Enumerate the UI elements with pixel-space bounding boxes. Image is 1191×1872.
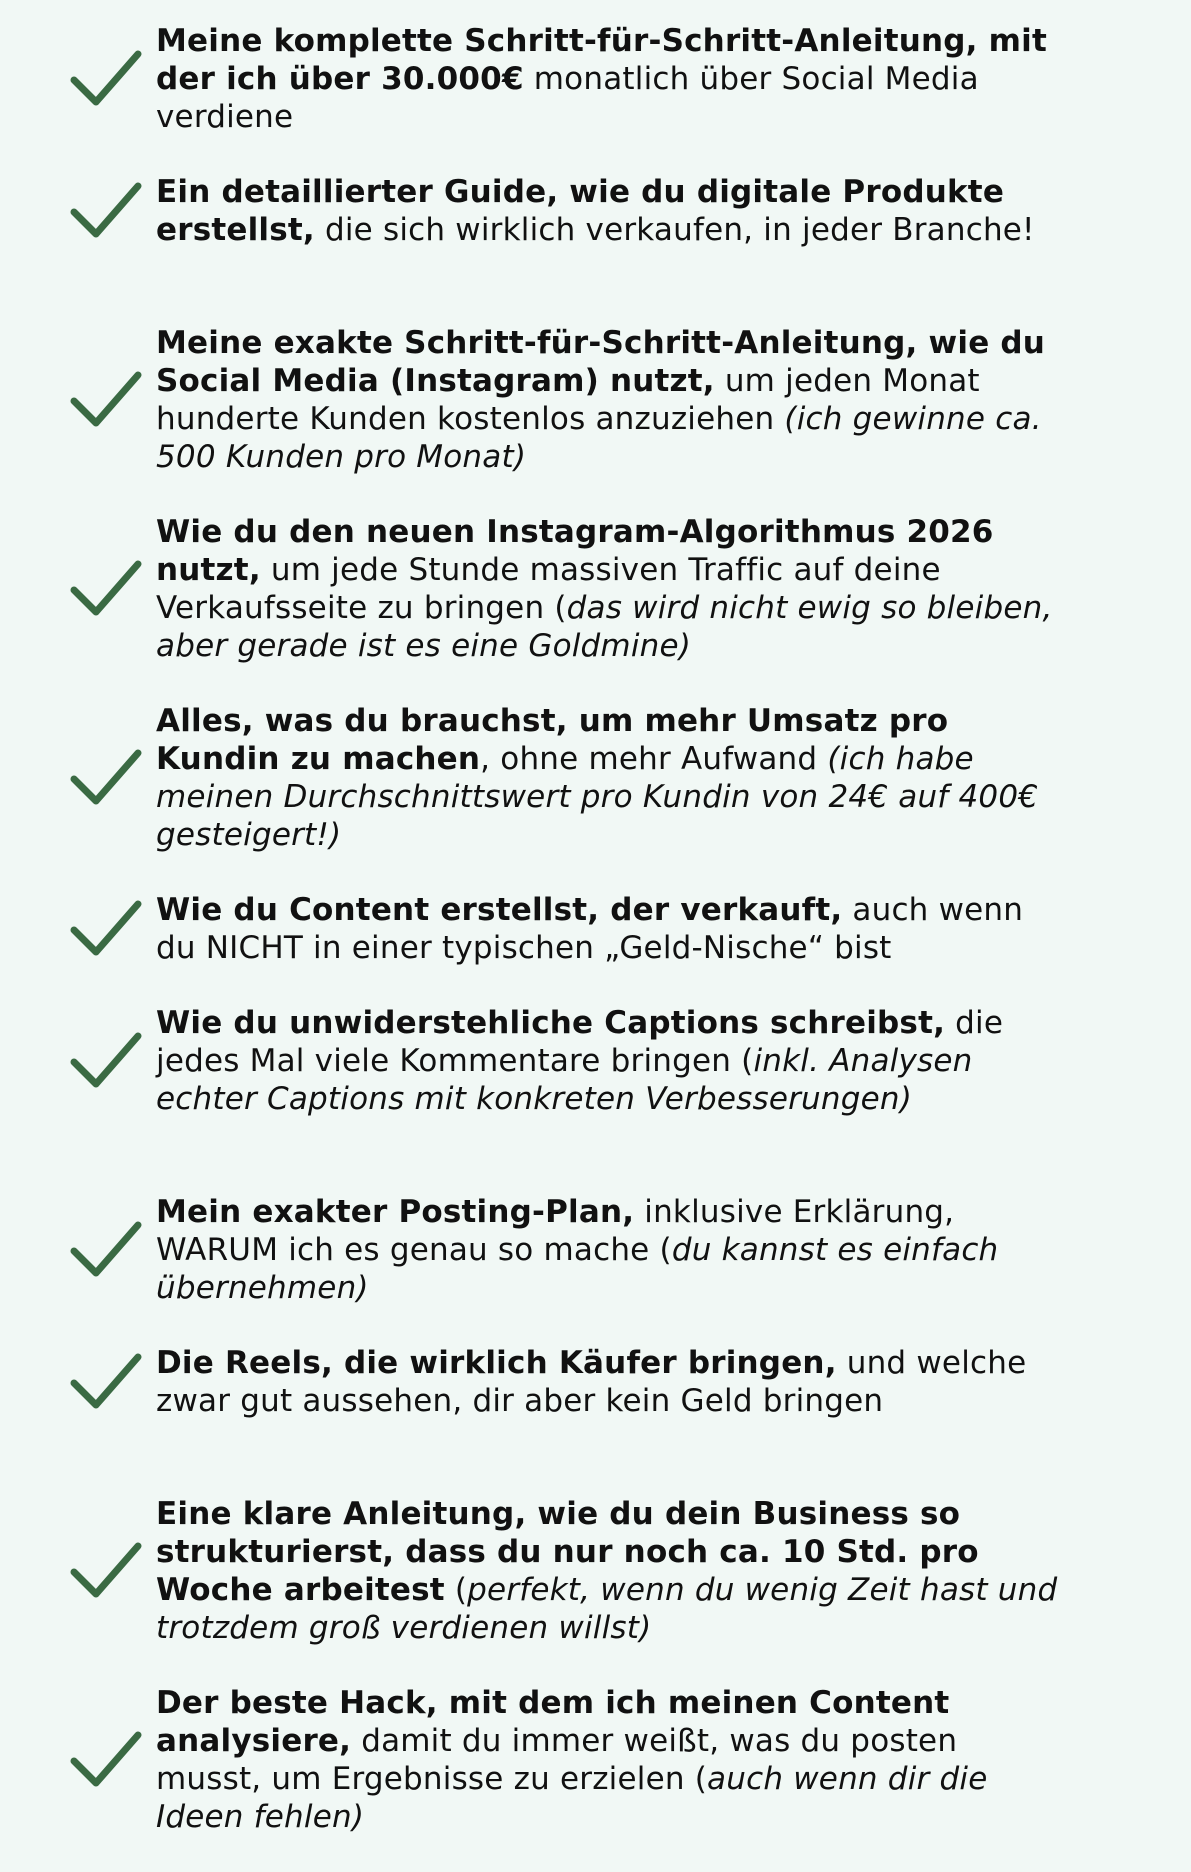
list-item [70, 891, 1070, 967]
list-item [70, 1193, 1070, 1307]
item-regular-text: ( [444, 1572, 468, 1608]
checkmark-icon [70, 1030, 142, 1092]
item-italic-text: (ich gewinne ca. 500 Kunden pro Monat) [156, 401, 1042, 475]
item-bold-text: Ein detaillierter Guide, wie du digitale Produkte erstellst, [156, 174, 1005, 248]
checkmark-icon [70, 1219, 142, 1281]
item-italic-text: das wird nicht ewig so bleiben, aber gerade ist es eine Goldmine) [156, 590, 1053, 664]
checkmark-icon [70, 369, 142, 431]
checkmark-icon [70, 898, 142, 960]
item-text [156, 1004, 1066, 1118]
item-text [156, 1344, 1066, 1420]
item-regular-text: damit du immer weißt, was du posten musst, um Ergebnisse zu erzielen ( [156, 1723, 958, 1797]
item-text [156, 891, 1066, 967]
item-regular-text: um jeden Monat hunderte Kunden kostenlos anzuziehen [156, 363, 980, 437]
item-text [156, 173, 1066, 249]
item-italic-text: (ich habe meinen Durchschnittswert pro Kundin von 24€ auf 400€ gesteigert!) [156, 741, 1039, 853]
item-regular-text: , ohne mehr Aufwand [480, 741, 828, 777]
item-bold-text: Wie du den neuen Instagram-Algorithmus 2026 nutzt, [156, 514, 994, 588]
checkmark-icon [70, 1351, 142, 1413]
list-item [70, 1344, 1070, 1420]
item-italic-text: du kannst es einfach übernehmen) [156, 1232, 999, 1306]
item-bold-text: Mein exakter Posting-Plan, [156, 1194, 635, 1230]
checkmark-icon [70, 180, 142, 242]
item-italic-text: perfekt, wenn du wenig Zeit hast und trotzdem groß verdienen willst) [156, 1572, 1058, 1646]
item-bold-text: Der beste Hack, mit dem ich meinen Content analysiere, [156, 1685, 950, 1759]
list-item [70, 1684, 1070, 1836]
item-bold-text: Wie du Content erstellst, der verkauft, [156, 892, 843, 928]
checkmark-icon [70, 1540, 142, 1602]
list-item [70, 1495, 1070, 1647]
item-text [156, 1684, 1066, 1836]
list-item [70, 513, 1070, 665]
checkmark-icon [70, 1729, 142, 1791]
list-item [70, 22, 1070, 136]
item-italic-text: auch wenn dir die Ideen fehlen) [156, 1761, 988, 1835]
item-bold-text: Meine komplette Schritt-für-Schritt-Anleitung, mit der ich über 30.000€ [156, 23, 1047, 97]
item-bold-text: Alles, was du brauchst, um mehr Umsatz pro Kundin zu machen [156, 703, 949, 777]
item-regular-text: monatlich über Social Media verdiene [156, 61, 979, 135]
list-item [70, 173, 1070, 249]
item-text [156, 22, 1066, 136]
item-text [156, 1495, 1066, 1647]
item-regular-text: auch wenn du NICHT in einer typischen „Geld-Nische“ bist [156, 892, 1024, 966]
list-item [70, 324, 1070, 476]
item-bold-text: Die Reels, die wirklich Käufer bringen, [156, 1345, 837, 1381]
item-bold-text: Meine exakte Schritt-für-Schritt-Anleitung, wie du Social Media (Instagram) nutzt, [156, 325, 1046, 399]
checkmark-icon [70, 558, 142, 620]
item-regular-text: inklusive Erklärung, WARUM ich es genau so mache ( [156, 1194, 955, 1268]
item-regular-text: die jedes Mal viele Kommentare bringen ( [156, 1005, 1004, 1079]
item-regular-text: die sich wirklich verkaufen, in jeder Branche! [314, 212, 1035, 248]
list-item [70, 1004, 1070, 1118]
checkmark-icon [70, 48, 142, 110]
item-bold-text: Eine klare Anleitung, wie du dein Business so strukturierst, dass du nur noch ca. 10 Std. pro Woche arbeitest [156, 1496, 979, 1608]
checkmark-icon [70, 747, 142, 809]
item-text [156, 702, 1066, 854]
item-italic-text: inkl. Analysen echter Captions mit konkreten Verbesserungen) [156, 1043, 973, 1117]
item-regular-text: um jede Stunde massiven Traffic auf deine Verkaufsseite zu bringen ( [156, 552, 941, 626]
item-regular-text: und welche zwar gut aussehen, dir aber kein Geld bringen [156, 1345, 1027, 1419]
item-text [156, 1193, 1066, 1307]
list-item [70, 702, 1070, 854]
item-text [156, 513, 1066, 665]
item-text [156, 324, 1066, 476]
item-bold-text: Wie du unwiderstehliche Captions schreibst, [156, 1005, 946, 1041]
